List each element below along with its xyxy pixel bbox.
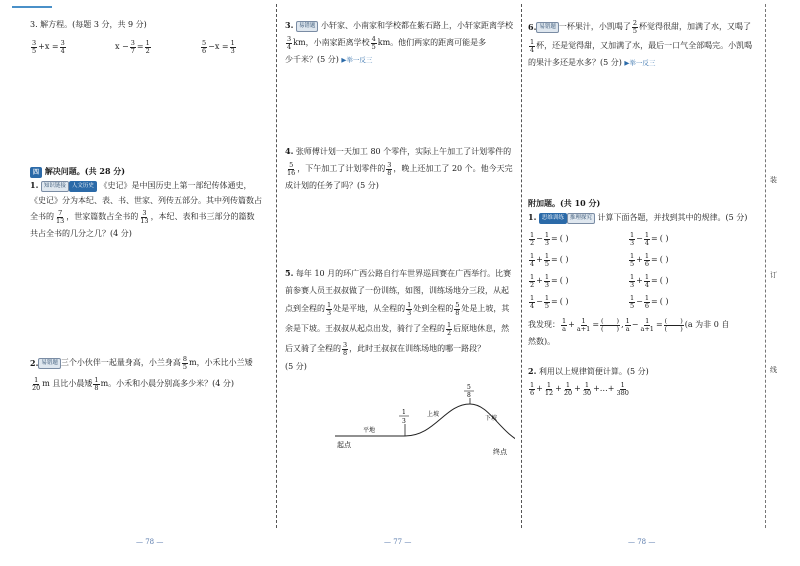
tag-thinking: 思维训练	[539, 213, 567, 224]
problem-6: 6. 易错题 一杯果汁，小凯喝了 $\frac{2}{5}$ 杯觉得很甜，加满了水，又喝了 $\frac{1}{4}$ 杯，还是觉得甜，又加满了水，最后一口气全部喝完。小凯喝 的果汁多还是水多？(5 分) ▶举一反三	[528, 19, 753, 67]
tag-error-prone: 易错题	[536, 22, 559, 33]
pattern-eq: $\frac{1}{4}$ − $\frac{1}{5}$ = ( )	[530, 293, 569, 310]
binding-label: 订	[770, 271, 777, 279]
binding-line	[765, 4, 766, 528]
problem-5: 5. 每年 10 月的环广西公路自行车世界巡回赛在广西举行。比赛 前参赛人员王叔叔做了一份训练，如图，训练场地分三段，从起 点到全程的 $\frac{1}{3}$ 处是平地，从全程的 $\frac{1}{3}$ 处到全程的 $\frac{5}{8}$ 处是上坡，其 余是下坡。王叔叔从起点出发，骑行了全程的 $\frac{1}{2}$ 后原地休息，然 后又骑了全程的 $\frac{3}{8}$ ，此时王叔叔在训练场地的哪一路段？ (5 分)	[285, 268, 512, 371]
marker-2-num: 5	[467, 384, 471, 391]
marker-1-den: 3	[402, 418, 406, 425]
practice-link[interactable]: ▶举一反三	[341, 55, 373, 64]
tag-error-prone: 易错题	[38, 358, 61, 369]
pattern-found: 我发现： $\frac{1}{a}$ + $\frac{1}{a+1}$ = $\frac{( )}{( )}$ , $\frac{1}{a}$ − $\frac{1}{a+1}$ = $\frac{( )}{( )}$ (a 为非 0 自	[528, 316, 730, 333]
route-diagram	[325, 384, 515, 456]
extra-title: 附加题。(共 10 分)	[528, 198, 601, 208]
pattern-eq: $\frac{1}{2}$ + $\frac{1}{3}$ = ( )	[530, 272, 569, 289]
problem-4: 4. 张师傅计划一天加工 80 个零件，实际上午加工了计划零件的 $\frac{5}{16}$ ，下午加工了计划零件的 $\frac{3}{8}$ ，晚上还加工了 20 个。他今天完 成计划的任务了吗？(5 分)	[285, 146, 513, 190]
problem-2: 2. 易错题 三个小伙伴一起量身高，小兰身高 $\frac{8}{5}$ m，小禾比小兰矮 $\frac{1}{20}$ m 且比小晨矮 $\frac{1}{8}$ m。小禾和小晨分别高多少米？(4 分)	[30, 355, 253, 392]
page-number: — 78 —	[628, 538, 656, 546]
tag-error-prone: 易错题	[296, 21, 319, 32]
binding-label: 线	[770, 366, 777, 374]
problem-1: 1. 知识链接 人文历史 《史记》是中国历史上第一部纪传体通史， 《史记》分为本纪、表、书、世家、列传五部分。其中列传篇数占 全书的 $\frac{7}{13}$ ，世家篇数占全书的 $\frac{3}{13}$ ，本纪、表和书三部分的篇数 共占全书的几分之几？(4 分)	[30, 180, 262, 238]
pattern-grid	[528, 232, 763, 310]
start-label: 起点	[337, 441, 351, 449]
tag-knowledge: 知识链接	[41, 181, 69, 192]
series-expression: $\frac{1}{6}$ + $\frac{1}{12}$ + $\frac{1}{20}$ + $\frac{1}{30}$ +…+ $\frac{1}{380}$	[530, 380, 629, 397]
equation-1: $\frac{3}{5}$ +x = $\frac{3}{4}$	[32, 39, 65, 55]
left-column	[30, 6, 270, 526]
column-divider	[276, 4, 277, 528]
tag-reasoning: 推理探究	[567, 213, 595, 224]
tag-history: 人文历史	[69, 181, 97, 192]
section-3-title: 3. 解方程。(每题 3 分，共 9 分)	[30, 20, 147, 29]
pattern-eq: $\frac{1}{5}$ − $\frac{1}{6}$ = ( )	[630, 293, 669, 310]
pattern-eq: $\frac{1}{2}$ − $\frac{1}{3}$ = ( )	[530, 230, 569, 247]
right-column	[528, 6, 763, 526]
equation-2: x − $\frac{3}{7}$ = $\frac{1}{2}$	[115, 39, 150, 55]
middle-column	[285, 6, 520, 526]
equations-row	[30, 40, 270, 55]
section-4-title: 四 解决问题。(共 28 分)	[30, 166, 270, 178]
equation-3: $\frac{5}{6}$ −x = $\frac{1}{3}$	[202, 39, 235, 55]
pattern-eq: $\frac{1}{4}$ + $\frac{1}{5}$ = ( )	[530, 251, 569, 268]
section-number-badge: 四	[30, 167, 42, 178]
marker-1-num: 1	[402, 409, 406, 416]
end-label: 终点	[493, 448, 507, 456]
column-divider	[521, 4, 522, 528]
pattern-eq: $\frac{1}{3}$ + $\frac{1}{4}$ = ( )	[630, 272, 669, 289]
page-number: — 77 —	[384, 538, 412, 546]
extra-problem-1: 1. 思维训练 推理探究 计算下面各题，并找到其中的规律。(5 分) $\frac{1}{2}$ − $\frac{1}{3}$ = ( ) $\frac{1}{3}$ − $\frac{1}{4}$ = ( ) $\frac{1}{4}$ + $\frac{1}{5}$ = ( ) $\frac{1}{5}$ + $\frac{1}{6}$ = ( ) $\frac{1}{2}$ + $\frac{1}{3}$ = ( ) $\frac{1}{3}$ + $\frac{1}{4}$ = ( ) $\frac{1}{4}$ − $\frac{1}{5}$ = ( ) $\frac{1}{5}$ − $\frac{1}{6}$ = ( ) 我发现： $\frac{1}{a}$ + $\frac{1}{a+1}$ = $\frac{( )}{( )}$ , $\frac{1}{a}$ − $\frac{1}{a+1}$ = $\frac{( )}{( )}$ (a 为非 0 自 然数)。	[528, 212, 763, 348]
pattern-eq: $\frac{1}{3}$ − $\frac{1}{4}$ = ( )	[630, 230, 669, 247]
pattern-eq: $\frac{1}{5}$ + $\frac{1}{6}$ = ( )	[630, 251, 669, 268]
uphill-label: 上坡	[427, 411, 440, 418]
problem-3: 3. 易错题 小轩家、小南家和学校都在紫石路上，小轩家距离学校 $\frac{3}{4}$ km，小南家距离学校 $\frac{4}{5}$ km。他们两家的距离可能是多 少千米？(5 分) ▶举一反三	[285, 20, 513, 64]
extra-problem-2: 2. 利用以上规律简便计算。(5 分) $\frac{1}{6}$ + $\frac{1}{12}$ + $\frac{1}{20}$ + $\frac{1}{30}$ +…+ $\frac{1}{380}$	[528, 366, 763, 397]
page-number: — 78 —	[136, 538, 164, 546]
binding-label: 装	[770, 176, 777, 184]
route-line	[335, 404, 515, 444]
flat-label: 平地	[363, 427, 376, 434]
downhill-label: 下坡	[485, 415, 498, 422]
practice-link[interactable]: ▶举一反三	[624, 59, 656, 67]
marker-2-den: 8	[467, 392, 471, 399]
